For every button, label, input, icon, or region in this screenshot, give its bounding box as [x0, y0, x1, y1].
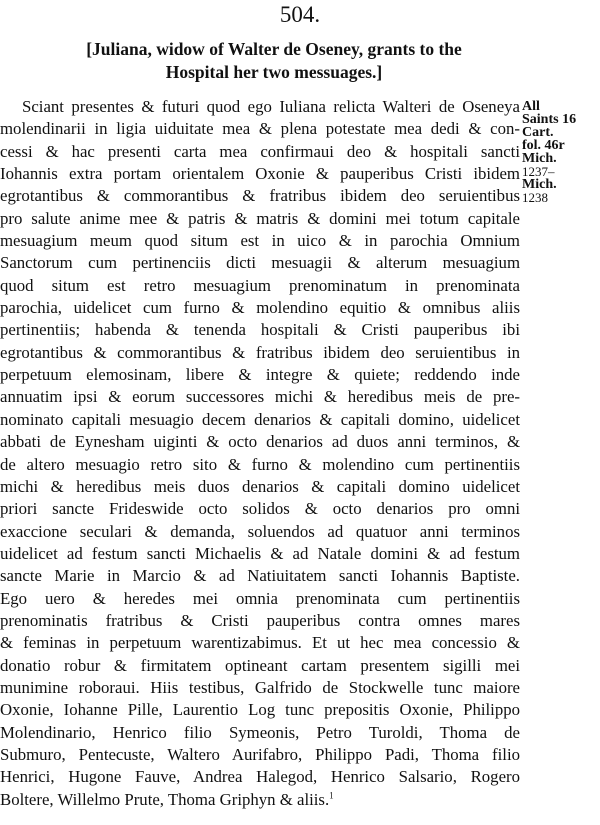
margin-note-parish-number: Saints 16	[522, 112, 577, 127]
margin-note-folio: fol. 46r	[522, 138, 565, 153]
text-line: Oxonie, Iohanne Pille, Laurentio Log tunc prepositis Oxonie, Philippo	[0, 700, 520, 720]
text-line: & feminas in perpetuum warentizabimus. Et ut hec mea concessio &	[0, 633, 520, 653]
margin-notes	[522, 100, 600, 204]
margin-note-date-start: Mich.	[522, 151, 557, 166]
text-line: priori sancte Frideswide octo solidos & octo denarios pro omni	[0, 499, 520, 519]
text-line: uidelicet ad festum sancti Michaelis & ad Natale domini & ad festum	[0, 543, 520, 563]
text-line: Ego uero & heredes mei omnia prenominata cum pertinentiis	[0, 588, 520, 608]
text-line: donatio robur & firmitatem optineant cartam presentem sigilli mei	[0, 655, 520, 675]
text-line: de altero mesuagio retro sito & furno & molendino cum pertinentiis	[0, 454, 520, 474]
text-line: quod situm est retro mesuagium prenominatum in prenominata	[0, 275, 520, 295]
text-line: michi & heredibus meis duos denarios & capitali domino uidelicet	[0, 476, 520, 496]
text-line: abbati de Eynesham uiginti & octo denarios ad duos anni terminos, &	[0, 432, 520, 452]
text-line: Sanctorum cum pertinenciis dicti mesuagii & alterum mesuagium	[0, 253, 520, 273]
heading-line-2: Hospital her two messuages.]	[165, 62, 383, 82]
footnote-marker: 1	[329, 790, 334, 801]
margin-note-cartulary: Cart.	[522, 125, 554, 140]
text-line: Sciant presentes & futuri quod ego Iuliana relicta Walteri de Oseneya	[22, 97, 520, 116]
text-line: exaccione seculari & demanda, soluendos ad quatuor anni terminos	[0, 521, 520, 541]
charter-heading	[24, 38, 524, 84]
text-line: pertinentiis; habenda & tenenda hospitali & Cristi pauperibus ibi	[0, 320, 520, 340]
charter-text	[0, 96, 520, 811]
margin-note-year-start: 1237–	[522, 164, 555, 179]
margin-note-parish: All	[522, 99, 540, 114]
text-line: parochia, uidelicet cum furno & molendino equitio & omnibus aliis	[0, 298, 520, 318]
margin-note-year-end: 1238	[522, 190, 548, 205]
heading-line-1: [Juliana, widow of Walter de Oseney, grants to the	[86, 39, 462, 59]
text-line: perpetuum elemosinam, libere & integre & quiete; reddendo inde	[0, 365, 520, 385]
text-line: egrotantibus & commorantibus & fratribus ibidem deo seruientibus in	[0, 342, 520, 362]
text-line: nominato capitali mesuagio decem denarios & capitali domino, uidelicet	[0, 409, 520, 429]
text-line: Henrici, Hugone Fauve, Andrea Halegod, Henrico Salsario, Rogero	[0, 767, 520, 787]
text-line: pro salute anime mee & patris & matris & domini mei totum capitale	[0, 208, 520, 228]
text-line: Molendinario, Henrico filio Symeonis, Petro Turoldi, Thoma de	[0, 722, 520, 742]
text-line: sancte Marie in Marcio & ad Natiuitatem sancti Iohannis Baptiste.	[0, 566, 520, 586]
text-line: Iohannis extra portam orientalem Oxonie & pauperibus Cristi ibidem	[0, 164, 520, 184]
text-line: annuatim ipsi & eorum successores michi & heredibus meis de pre-	[0, 387, 520, 407]
text-line: egrotantibus & commorantibus & fratribus ibidem deo seruientibus	[0, 186, 520, 206]
text-line: munimine roboraui. Hiis testibus, Galfrido de Stockwelle tunc maiore	[0, 677, 520, 697]
closing-text: Boltere, Willelmo Prute, Thoma Griphyn & aliis.	[0, 789, 330, 809]
text-line: mesuagium meum quod situm est in uico & in parochia Omnium	[0, 231, 520, 251]
text-line: cessi & hac presenti carta mea confirmaui deo & hospitali sancti	[0, 141, 520, 161]
text-line: Submuro, Pentecuste, Waltero Aurifabro, Philippo Padi, Thoma filio	[0, 744, 520, 764]
text-line: molendinarii in ligia uiduitate mea & plena potestate mea dedi & con-	[0, 119, 520, 139]
page-number: 504.	[279, 2, 321, 27]
text-line: prenominatis fratribus & Cristi pauperibus contra omnes mares	[0, 610, 520, 630]
text-line-final	[0, 789, 520, 811]
margin-note-date-end: Mich.	[522, 177, 557, 192]
